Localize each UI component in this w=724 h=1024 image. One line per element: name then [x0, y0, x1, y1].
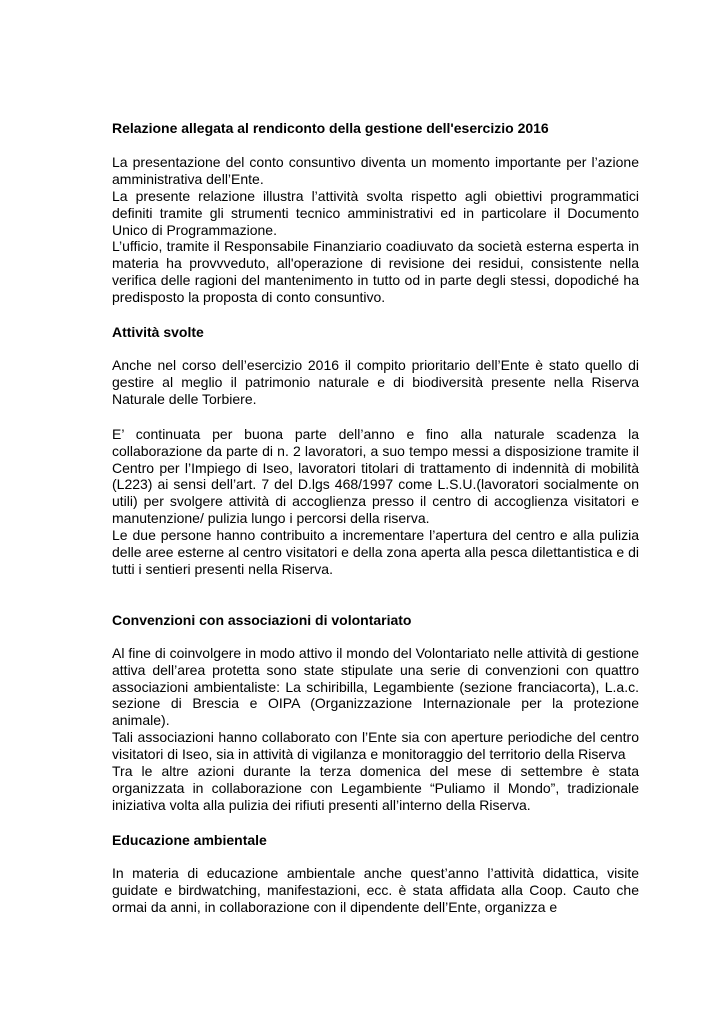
paragraph: L’ufficio, tramite il Responsabile Finanziario coadiuvato da società esterna esperta in materia ha provvveduto, all'operazione di revisione dei residui, consistente nella verifica delle ragioni del mantenimento in tutto od in parte degli stessi, dopodiché ha predisposto la proposta di conto consuntivo.: [112, 238, 639, 306]
document-title: Relazione allegata al rendiconto della gestione dell'esercizio 2016: [112, 120, 549, 136]
section-heading-educazione: Educazione ambientale: [112, 831, 267, 848]
paragraph: Le due persone hanno contribuito a incrementare l’apertura del centro e alla pulizia delle aree esterne al centro visitatori e della zona aperta alla pesca dilettantistica e di tutti i sentieri presenti nella Riserva.: [112, 527, 639, 577]
paragraph: La presente relazione illustra l’attività svolta rispetto agli obiettivi programmatici definiti tramite gli strumenti tecnico amministrativi ed in particolare il Documento Unico di Programmazione.: [112, 187, 639, 238]
paragraph: In materia di educazione ambientale anche quest’anno l’attività didattica, visite guidate e birdwatching, manifestazioni, ecc. è stata affidata alla Coop. Cauto che ormai da anni, in collaborazione con il dipendente dell’Ente, organizza e: [112, 864, 639, 915]
paragraph: Anche nel corso dell’esercizio 2016 il compito prioritario dell’Ente è stato quello di gestire al meglio il patrimonio naturale e di biodiversità presente nella Riserva Naturale delle Torbiere.: [112, 356, 639, 407]
section-attivita-block: [112, 357, 639, 408]
section-educazione-block: [112, 865, 639, 916]
intro-block: [112, 154, 639, 306]
section-heading-convenzioni: Convenzioni con associazioni di volontariato: [112, 611, 412, 628]
section-lavoratori-block: [112, 426, 639, 578]
paragraph: Al fine di coinvolgere in modo attivo il mondo del Volontariato nelle attività di gestione attiva dell’area protetta sono state stipulate una serie di convenzioni con quattro associazioni ambientaliste: La schiribilla, Legambiente (sezione franciacorta), L.a.c. sezione di Brescia e OIPA (Organizzazione Internazionale per la protezione animale).: [112, 644, 639, 729]
section-heading-attivita: Attività svolte: [112, 324, 204, 341]
paragraph: Tra le altre azioni durante la terza domenica del mese di settembre è stata organizzata in collaborazione con Legambiente “Puliamo il Mondo”, tradizionale iniziativa volta alla pulizia dei rifiuti presenti all’interno della Riserva.: [112, 763, 639, 813]
paragraph: La presentazione del conto consuntivo diventa un momento importante per l’azione amministrativa dell’Ente.: [112, 153, 639, 187]
paragraph: Tali associazioni hanno collaborato con l’Ente sia con aperture periodiche del centro visitatori di Iseo, sia in attività di vigilanza e monitoraggio del territorio della Riserva: [112, 729, 639, 763]
section-convenzioni-block: [112, 645, 639, 814]
paragraph: E’ continuata per buona parte dell’anno e fino alla naturale scadenza la collaborazione da parte di n. 2 lavoratori, a suo tempo messi a disposizione tramite il Centro per l’Impiego di Iseo, lavoratori titolari di trattamento di indennità di mobilità (L223) ai sensi dell’art. 7 del D.lgs 468/1997 come L.S.U.(lavoratori socialmente on utili) per svolgere attività di accoglienza presso il centro di accoglienza visitatori e manutenzione/ pulizia lungo i percorsi della riserva.: [112, 425, 639, 527]
document-page: [112, 120, 639, 933]
